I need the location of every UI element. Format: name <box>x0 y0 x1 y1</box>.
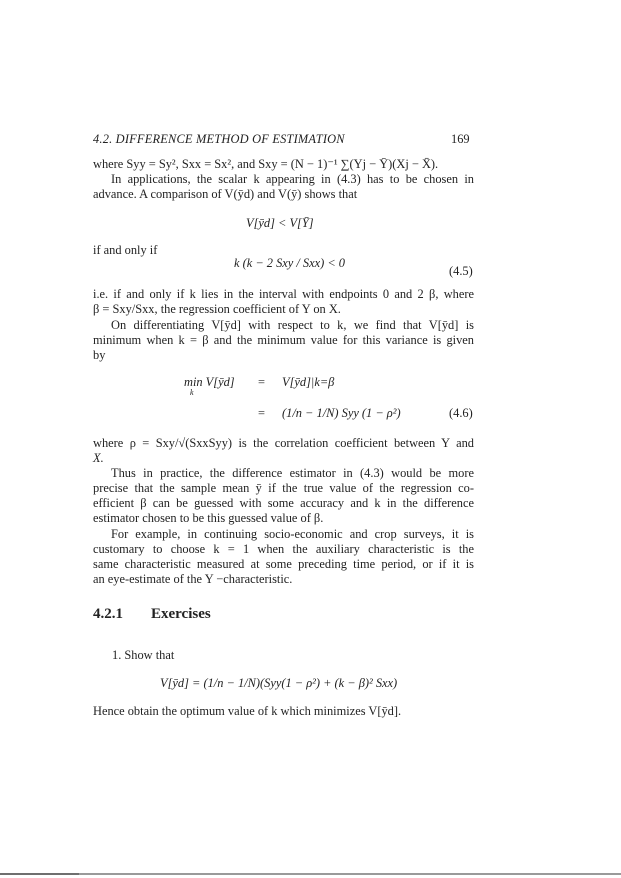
paragraph-line: X. <box>93 451 104 465</box>
equals-sign: = <box>258 375 265 389</box>
paragraph-line: precise that the sample mean ȳ if the true value of the regression co- <box>93 481 474 495</box>
paragraph-line: minimum when k = β and the minimum value for this variance is given <box>93 333 474 347</box>
equation-4-6-lhs-text: min V[ȳd] <box>184 375 235 389</box>
paragraph-line: For example, in continuing socio-economic and crop surveys, it is <box>111 527 474 541</box>
definitions-line: where Syy = Sy², Sxx = Sx², and Sxy = (N − 1)⁻¹ ∑(Yj − Ȳ)(Xj − X̄). <box>93 157 439 171</box>
paragraph-line: In applications, the scalar k appearing in (4.3) has to be chosen in <box>111 172 474 186</box>
paragraph-line: i.e. if and only if k lies in the interval with endpoints 0 and 2 β, where <box>93 287 474 301</box>
paragraph-line: β = Sxy/Sxx, the regression coefficient of Y on X. <box>93 302 341 316</box>
section-title: Exercises <box>151 606 211 622</box>
paragraph-line: advance. A comparison of V(ȳd) and V(ȳ) shows that <box>93 187 358 201</box>
exercise-item: 1. Show that <box>112 648 175 662</box>
section-heading <box>93 606 211 623</box>
paragraph-line: efficient β can be guessed with some accuracy and k in the difference <box>93 496 474 510</box>
paragraph-line: same characteristic measured at some preceding time period, or if it is <box>93 557 474 571</box>
paragraph-line: by <box>93 348 106 362</box>
horizontal-scrollbar[interactable] <box>0 870 621 878</box>
equation-4-5 <box>234 256 345 271</box>
scrollbar-track[interactable] <box>0 873 621 875</box>
exercise-formula: V[ȳd] = (1/n − 1/N)(Syy(1 − ρ²) + (k − β)² Sxx) <box>160 676 398 690</box>
inequality-equation: V[ȳd] < V[Ȳ] <box>246 216 314 230</box>
paragraph-line: if and only if <box>93 243 158 257</box>
equation-4-6-lhs-subscript: k <box>190 388 194 397</box>
section-number: 4.2.1 <box>93 606 123 622</box>
scrollbar-thumb[interactable] <box>0 873 79 875</box>
paragraph-line: Thus in practice, the difference estimator in (4.3) would be more <box>111 466 474 480</box>
page-number: 169 <box>451 132 470 146</box>
paragraph-line: On differentiating V[ȳd] with respect to k, we find that V[ȳd] is <box>111 318 474 332</box>
equation-4-6-rhs1: V[ȳd]|k=β <box>282 375 335 389</box>
equation-4-6-rhs2: (1/n − 1/N) Syy (1 − ρ²) <box>282 406 401 420</box>
running-header: 4.2. DIFFERENCE METHOD OF ESTIMATION <box>93 132 345 146</box>
paragraph-line: an eye-estimate of the Y −characteristic. <box>93 572 293 586</box>
paragraph-line: where ρ = Sxy/√(SxxSyy) is the correlation coefficient between Y and <box>93 436 474 450</box>
equation-label-4-5: (4.5) <box>449 264 473 278</box>
equals-sign: = <box>258 406 265 420</box>
paragraph-line <box>93 157 473 172</box>
paragraph-line: Hence obtain the optimum value of k which minimizes V[ȳd]. <box>93 704 402 718</box>
equation-4-5-expression: k (k − 2 Sxy / Sxx) < 0 <box>234 256 345 270</box>
equation-label-4-6: (4.6) <box>449 406 473 420</box>
paragraph-line: estimator chosen to be this guessed value of β. <box>93 511 324 525</box>
paragraph-line: customary to choose k = 1 when the auxiliary characteristic is the <box>93 542 474 556</box>
